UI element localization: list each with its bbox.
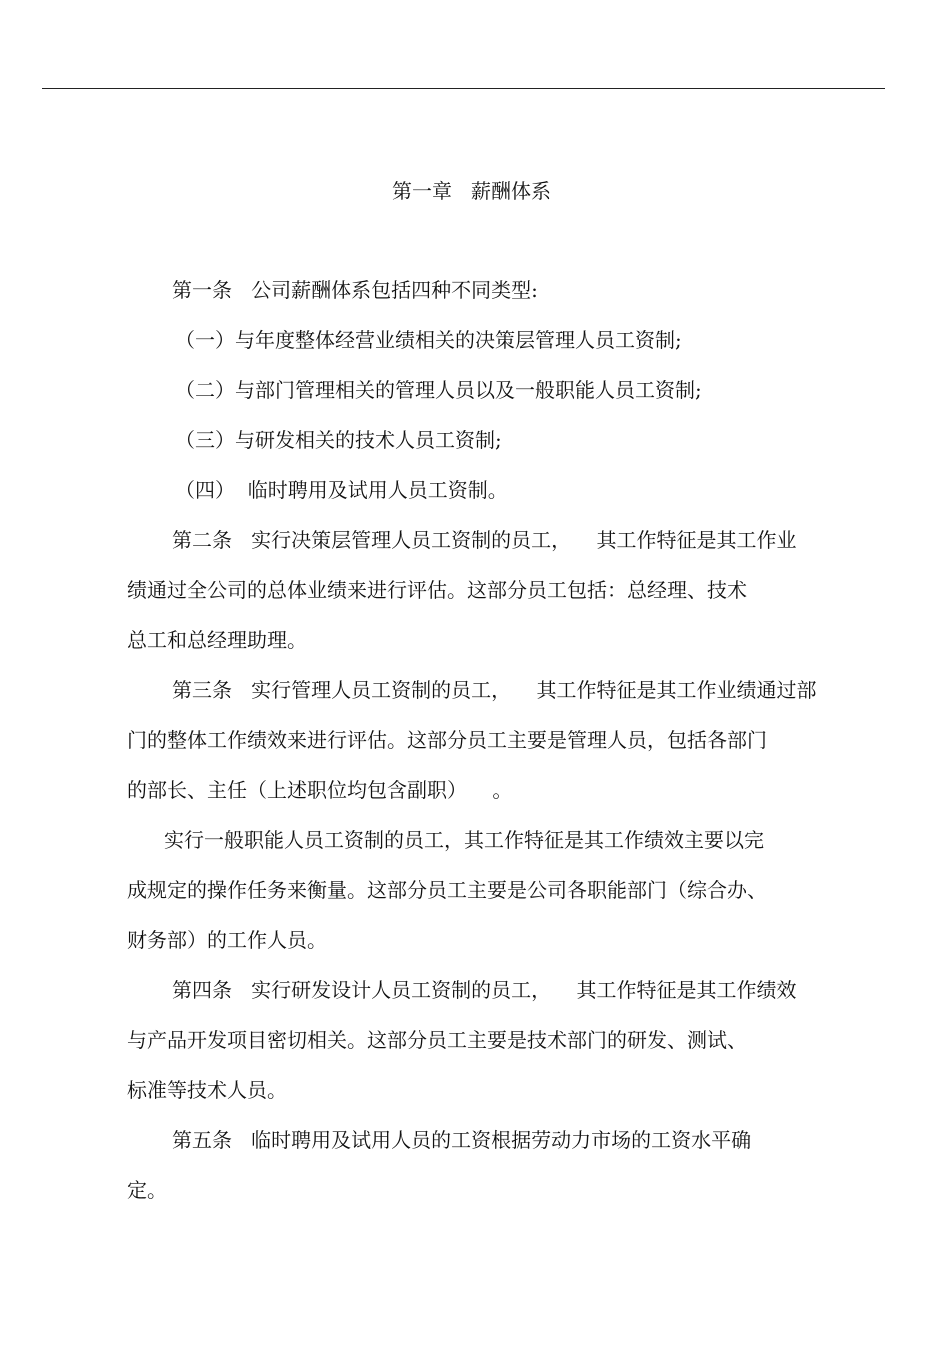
article-5-line-2: 定。 xyxy=(127,1178,167,1202)
article-3-line-3: 的部长、主任（上述职位均包含副职） 。 xyxy=(127,778,513,802)
article-2-line-1: 第二条 实行决策层管理人员工资制的员工， 其工作特征是其工作业 xyxy=(172,528,797,552)
item-4-line: （四） 临时聘用及试用人员工资制。 xyxy=(175,478,508,502)
item-1-line: （一）与年度整体经营业绩相关的决策层管理人员工资制; xyxy=(175,328,682,352)
item-2-line: （二）与部门管理相关的管理人员以及一般职能人员工资制; xyxy=(175,378,702,402)
general-staff-line-1: 实行一般职能人员工资制的员工，其工作特征是其工作绩效主要以完 xyxy=(164,828,764,852)
header-rule xyxy=(42,88,885,89)
article-4-line-1: 第四条 实行研发设计人员工资制的员工， 其工作特征是其工作绩效 xyxy=(172,978,797,1002)
article-3-line-2: 门的整体工作绩效来进行评估。这部分员工主要是管理人员，包括各部门 xyxy=(127,728,767,752)
general-staff-line-3: 财务部）的工作人员。 xyxy=(127,928,327,952)
article-4-line-2: 与产品开发项目密切相关。这部分员工主要是技术部门的研发、测试、 xyxy=(127,1028,747,1052)
article-4-line-3: 标准等技术人员。 xyxy=(127,1078,287,1102)
article-2-line-2: 绩通过全公司的总体业绩来进行评估。这部分员工包括：总经理、技术 xyxy=(127,578,747,602)
general-staff-line-2: 成规定的操作任务来衡量。这部分员工主要是公司各职能部门（综合办、 xyxy=(127,878,767,902)
chapter-title: 第一章 薪酬体系 xyxy=(391,179,552,203)
item-3-line: （三）与研发相关的技术人员工资制; xyxy=(175,428,502,452)
article-3-line-1: 第三条 实行管理人员工资制的员工， 其工作特征是其工作业绩通过部 xyxy=(172,678,817,702)
article-2-line-3: 总工和总经理助理。 xyxy=(127,628,307,652)
article-1-line: 第一条 公司薪酬体系包括四种不同类型: xyxy=(172,278,538,302)
article-5-line-1: 第五条 临时聘用及试用人员的工资根据劳动力市场的工资水平确 xyxy=(172,1128,752,1152)
